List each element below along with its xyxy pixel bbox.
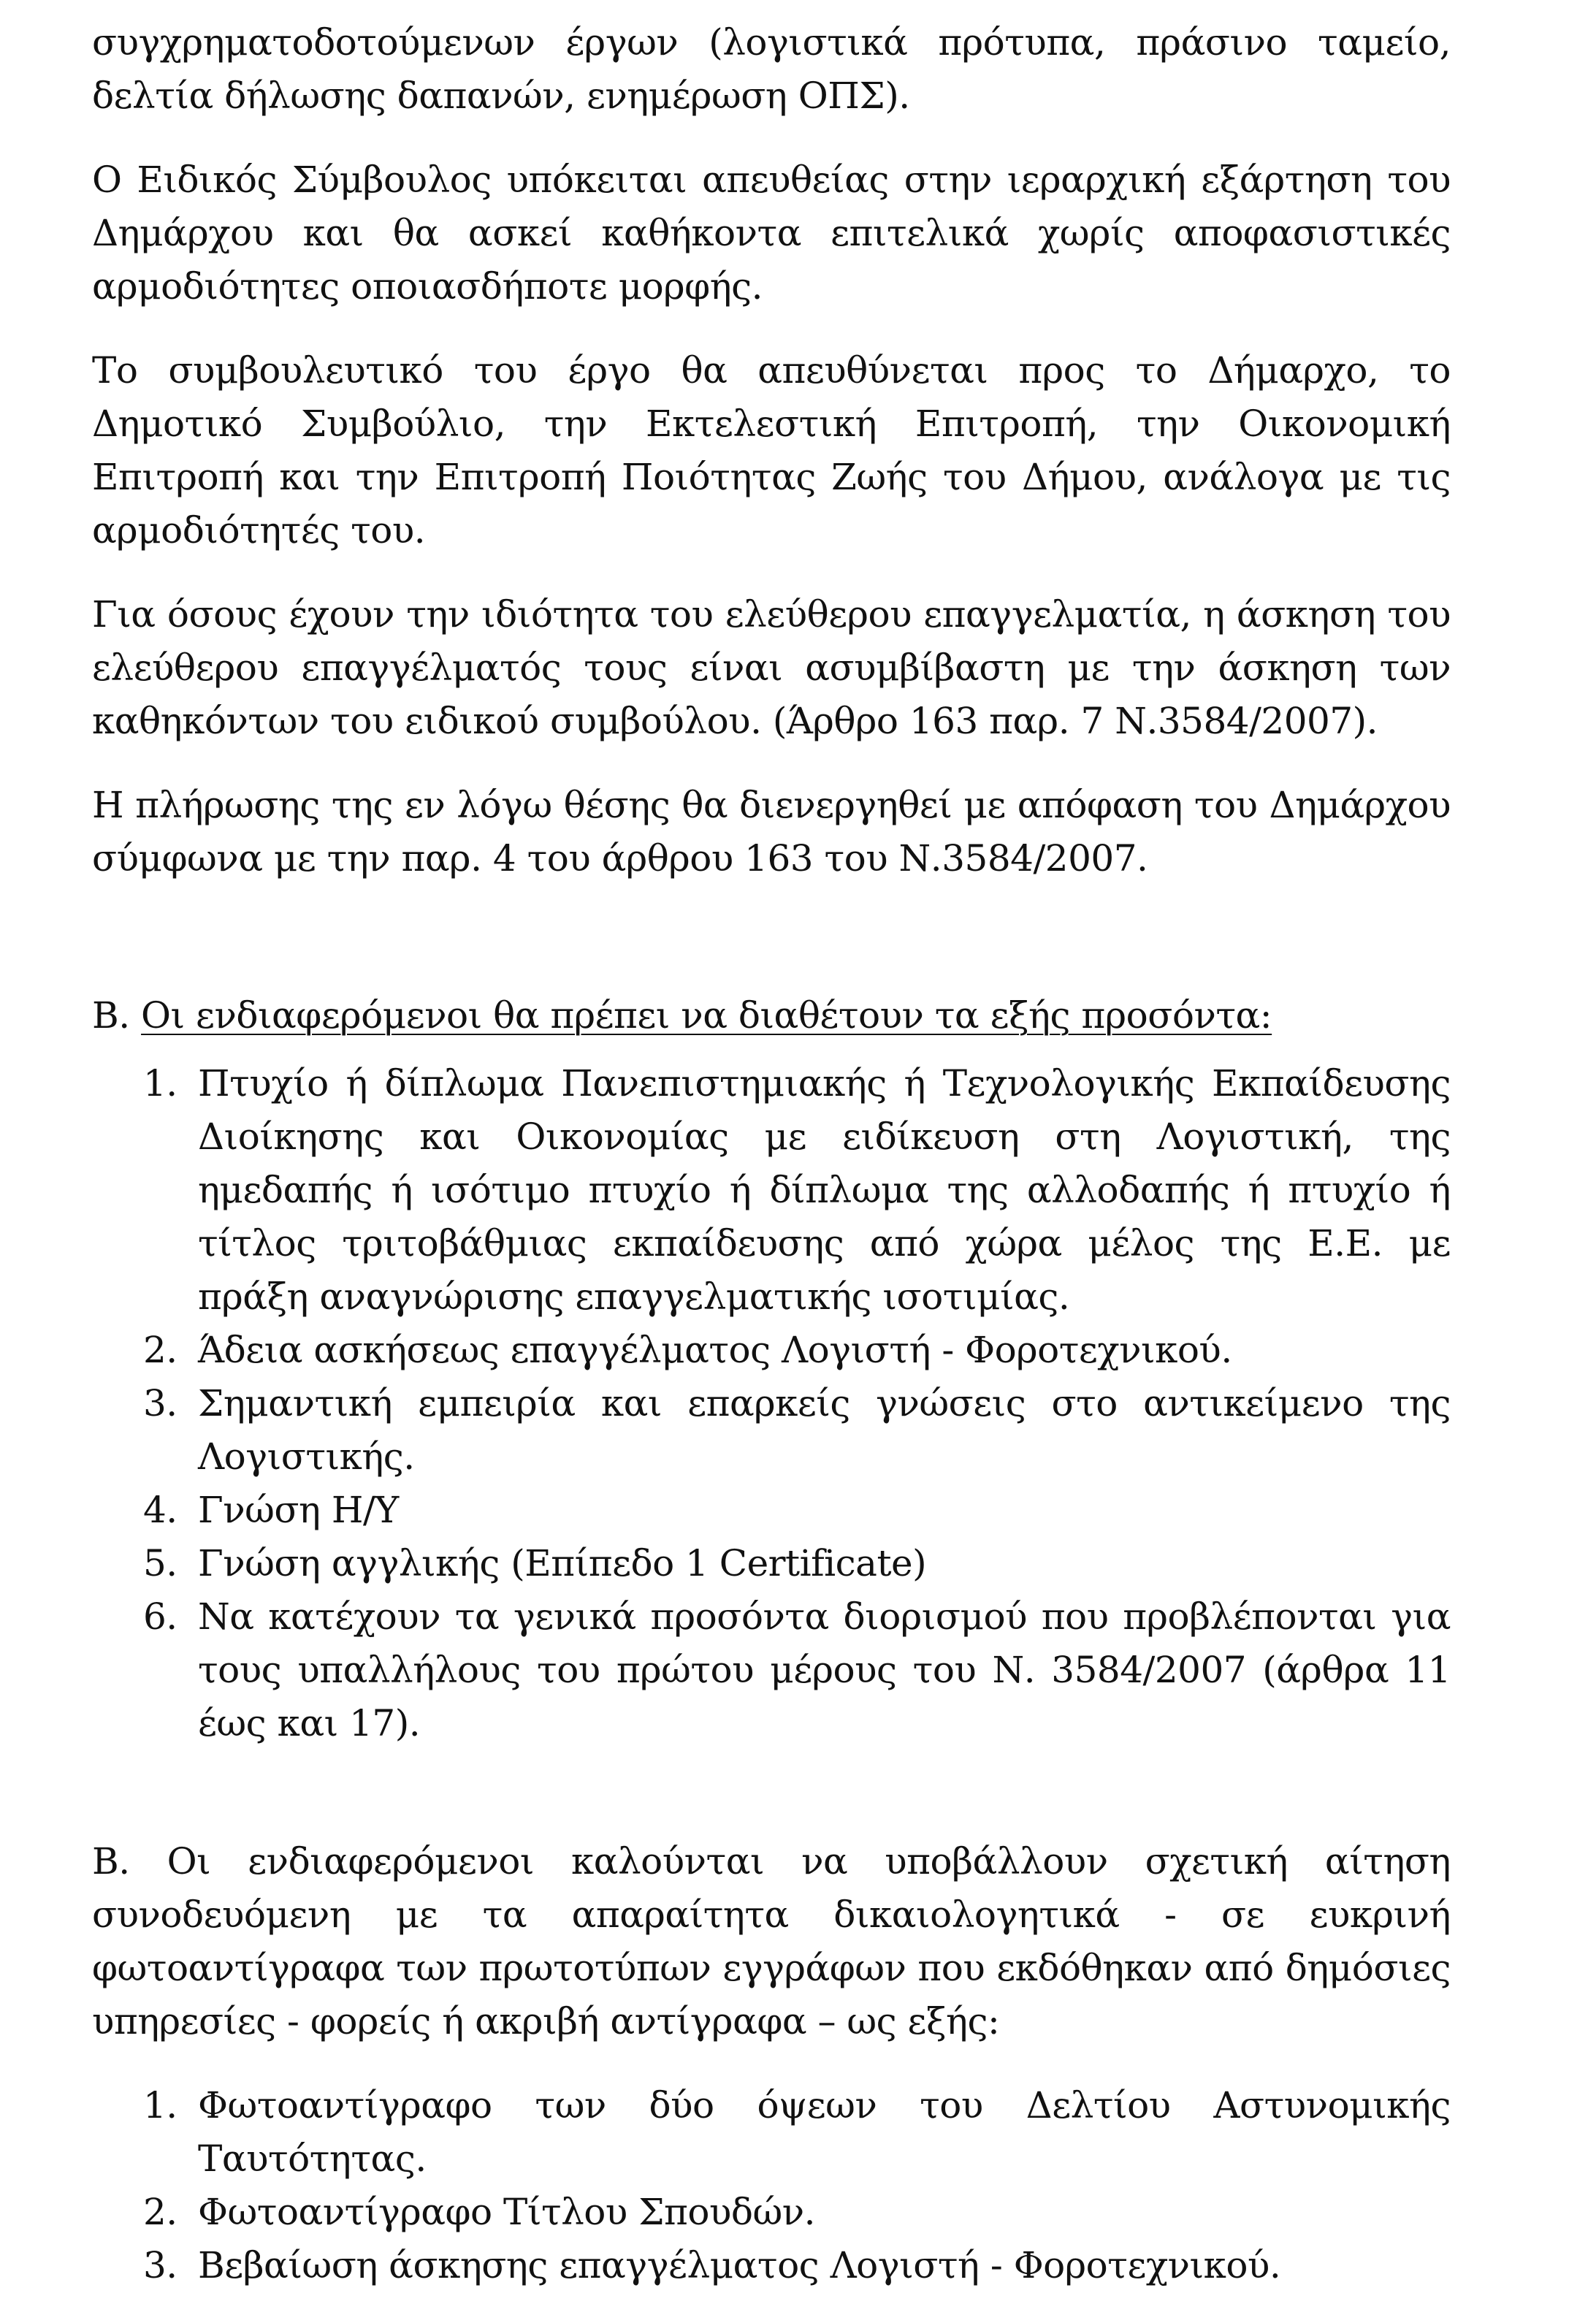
list-item-text: Φωτοαντίγραφο Τίτλου Σπουδών. (198, 2191, 816, 2233)
list-number: 6. (143, 1595, 177, 1638)
list-item (92, 1377, 1451, 1484)
spacer (92, 1781, 1451, 1835)
list-number: 5. (143, 1542, 177, 1584)
list-item (92, 2079, 1451, 2186)
list-item (92, 1057, 1451, 1324)
section-prefix: Β. (92, 994, 130, 1037)
list-item (92, 1484, 1451, 1537)
list-number: 3. (143, 1382, 177, 1424)
documents-list (92, 2079, 1451, 2292)
list-item-text: Γνώση Η/Υ (198, 1489, 399, 1531)
list-number: 1. (143, 1062, 177, 1105)
list-item-text: Να κατέχουν τα γενικά προσόντα διορισμού που προβλέπονται για τους υπαλλήλους του πρώτου μέρους του Ν. 3584/2007 (άρθρα 11 έως και 17). (198, 1595, 1451, 1744)
list-item-text: Γνώση αγγλικής (Επίπεδο 1 Certificate) (198, 1542, 927, 1584)
list-number: 2. (143, 1329, 177, 1371)
list-number: 3. (143, 2244, 177, 2286)
list-item (92, 1590, 1451, 1750)
list-number: 2. (143, 2191, 177, 2233)
list-item-text: Φωτοαντίγραφο των δύο όψεων του Δελτίου Αστυνομικής Ταυτότητας. (198, 2084, 1451, 2180)
paragraph-advisor-hierarchy: Ο Ειδικός Σύμβουλος υπόκειται απευθείας στην ιεραρχική εξάρτηση του Δημάρχου και θα ασκεί καθήκοντα επιτελικά χωρίς αποφασιστικές αρμοδιότητες οποιασδήποτε μορφής. (92, 159, 1451, 308)
list-item (92, 2186, 1451, 2239)
list-item (92, 2239, 1451, 2292)
list-item (92, 1537, 1451, 1590)
paragraph-application-intro: Β. Οι ενδιαφερόμενοι καλούνται να υποβάλλουν σχετική αίτηση συνοδευόμενη με τα απαραίτητα δικαιολογητικά - σε ευκρινή φωτοαντίγραφα των πρωτοτύπων εγγράφων που εκδόθηκαν από δημόσιες υπηρεσίες - φορείς ή ακριβή αντίγραφα – ως εξής: (92, 1840, 1451, 2042)
document-page (92, 16, 1451, 2323)
list-item (92, 1324, 1451, 1377)
paragraph-cofunded-projects: συγχρηματοδοτούμενων έργων (λογιστικά πρότυπα, πράσινο ταμείο, δελτία δήλωσης δαπανών, ενημέρωση ΟΠΣ). (92, 21, 1451, 117)
list-item-text: Σημαντική εμπειρία και επαρκείς γνώσεις στο αντικείμενο της Λογιστικής. (198, 1382, 1451, 1478)
spacer (92, 916, 1451, 989)
qualifications-list (92, 1057, 1451, 1750)
paragraph-advisory-work: Το συμβουλευτικό του έργο θα απευθύνεται προς το Δήμαρχο, το Δημοτικό Συμβούλιο, την Εκτελεστική Επιτροπή, την Οικονομική Επιτροπή και την Επιτροπή Ποιότητας Ζωής του Δήμου, ανάλογα με τις αρμοδιότητές του. (92, 349, 1451, 552)
section-b-qualifications-heading (92, 989, 1451, 1042)
list-item-text: Βεβαίωση άσκησης επαγγέλματος Λογιστή - Φοροτεχνικού. (198, 2244, 1281, 2286)
list-number: 4. (143, 1489, 177, 1531)
list-item-text: Άδεια ασκήσεως επαγγέλματος Λογιστή - Φοροτεχνικού. (198, 1329, 1232, 1371)
paragraph-incompatibility: Για όσους έχουν την ιδιότητα του ελεύθερου επαγγελματία, η άσκηση του ελεύθερου επαγγέλματός τους είναι ασυμβίβαστη με την άσκηση των καθηκόντων του ειδικού συμβούλου. (Άρθρο 163 παρ. 7 Ν.3584/2007). (92, 593, 1451, 742)
list-item-text: Πτυχίο ή δίπλωμα Πανεπιστημιακής ή Τεχνολογικής Εκπαίδευσης Διοίκησης και Οικονομίας με ειδίκευση στη Λογιστική, της ημεδαπής ή ισότιμο πτυχίο ή δίπλωμα της αλλοδαπής ή πτυχίο ή τίτλος τριτοβάθμιας εκπαίδευσης από χώρα μέλος της Ε.Ε. με πράξη αναγνώρισης επαγγελματικής ισοτιμίας. (198, 1062, 1451, 1318)
section-heading-text: Οι ενδιαφερόμενοι θα πρέπει να διαθέτουν τα εξής προσόντα: (141, 994, 1272, 1037)
paragraph-position-filling: Η πλήρωσης της εν λόγω θέσης θα διενεργηθεί με απόφαση του Δημάρχου σύμφωνα με την παρ. 4 του άρθρου 163 του Ν.3584/2007. (92, 784, 1451, 880)
list-number: 1. (143, 2084, 177, 2126)
